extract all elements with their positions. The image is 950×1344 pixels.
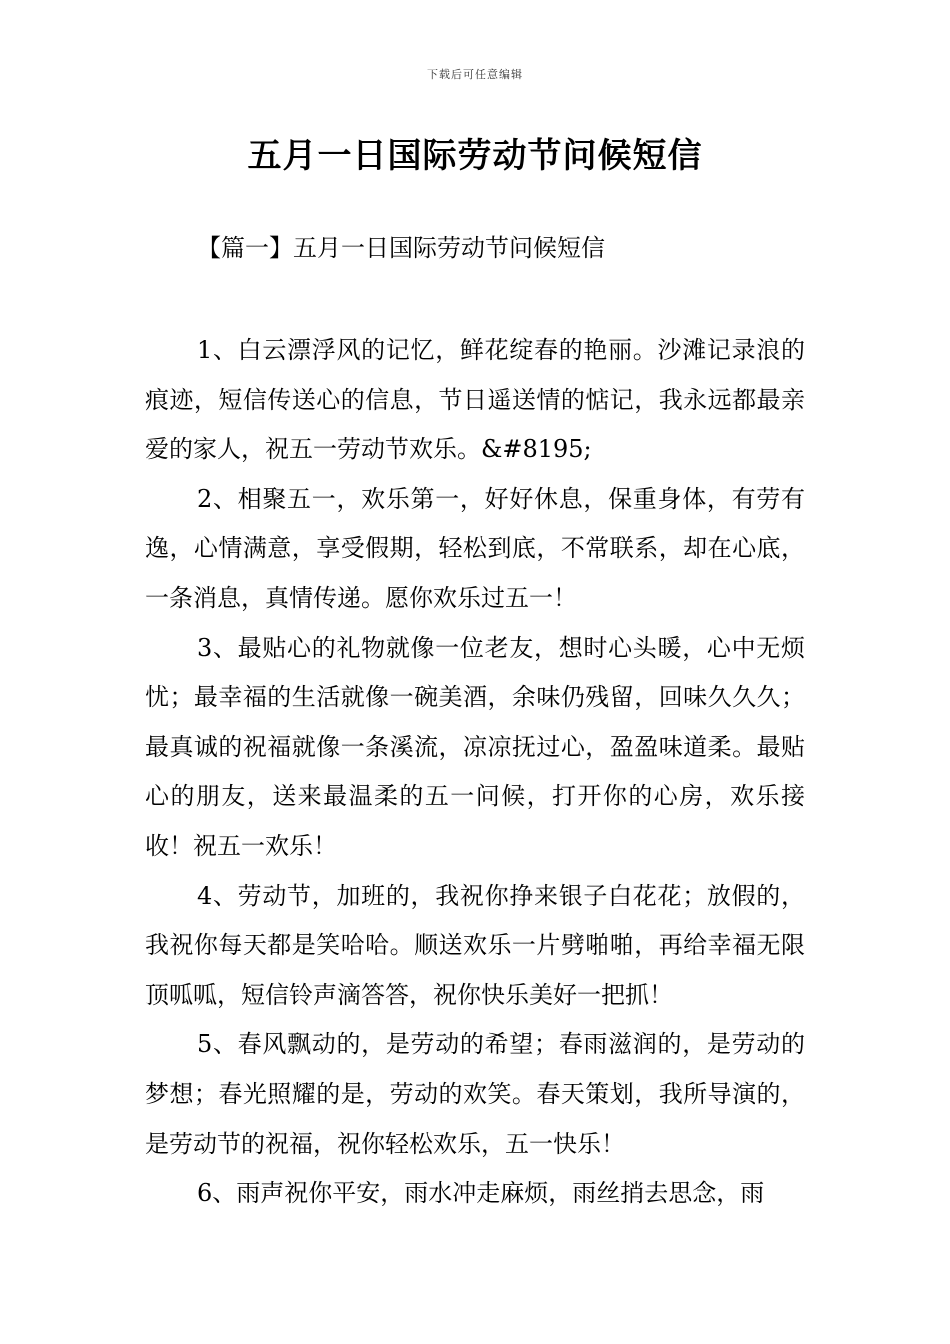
paragraph-3: 3、最贴心的礼物就像一位老友，想时心头暖，心中无烦忧；最幸福的生活就像一碗美酒，余味仍残留，回味久久久；最真诚的祝福就像一条溪流，凉凉抚过心，盈盈味道柔。最贴心的朋友，送来最温柔的五一问候，打开你的心房，欢乐接收！祝五一欢乐！ bbox=[145, 633, 805, 860]
header-note: 下载后可任意编辑 bbox=[427, 68, 523, 81]
document-title: 五月一日国际劳动节问候短信 bbox=[247, 136, 703, 176]
paragraph-6: 6、雨声祝你平安，雨水冲走麻烦，雨丝捎去思念，雨 bbox=[197, 1179, 765, 1208]
section-heading: 【篇一】五月一日国际劳动节问候短信 bbox=[197, 234, 605, 262]
paragraph-5: 5、春风飘动的，是劳动的希望；春雨滋润的，是劳动的梦想；春光照耀的是，劳动的欢笑。春天策划，我所导演的，是劳动节的祝福，祝你轻松欢乐，五一快乐！ bbox=[145, 1030, 805, 1158]
body-text bbox=[145, 326, 805, 1219]
paragraph-1: 1、白云漂浮风的记忆，鲜花绽春的艳丽。沙滩记录浪的痕迹，短信传送心的信息，节日遥送情的惦记，我永远都最亲爱的家人，祝五一劳动节欢乐。&#8195; bbox=[145, 336, 805, 464]
paragraph-4: 4、劳动节，加班的，我祝你挣来银子白花花；放假的，我祝你每天都是笑哈哈。顺送欢乐一片劈啪啪，再给幸福无限顶呱呱，短信铃声滴答答，祝你快乐美好一把抓！ bbox=[145, 881, 805, 1009]
paragraph-2: 2、相聚五一，欢乐第一，好好休息，保重身体，有劳有逸，心情满意，享受假期，轻松到底，不常联系，却在心底，一条消息，真情传递。愿你欢乐过五一！ bbox=[145, 484, 805, 612]
